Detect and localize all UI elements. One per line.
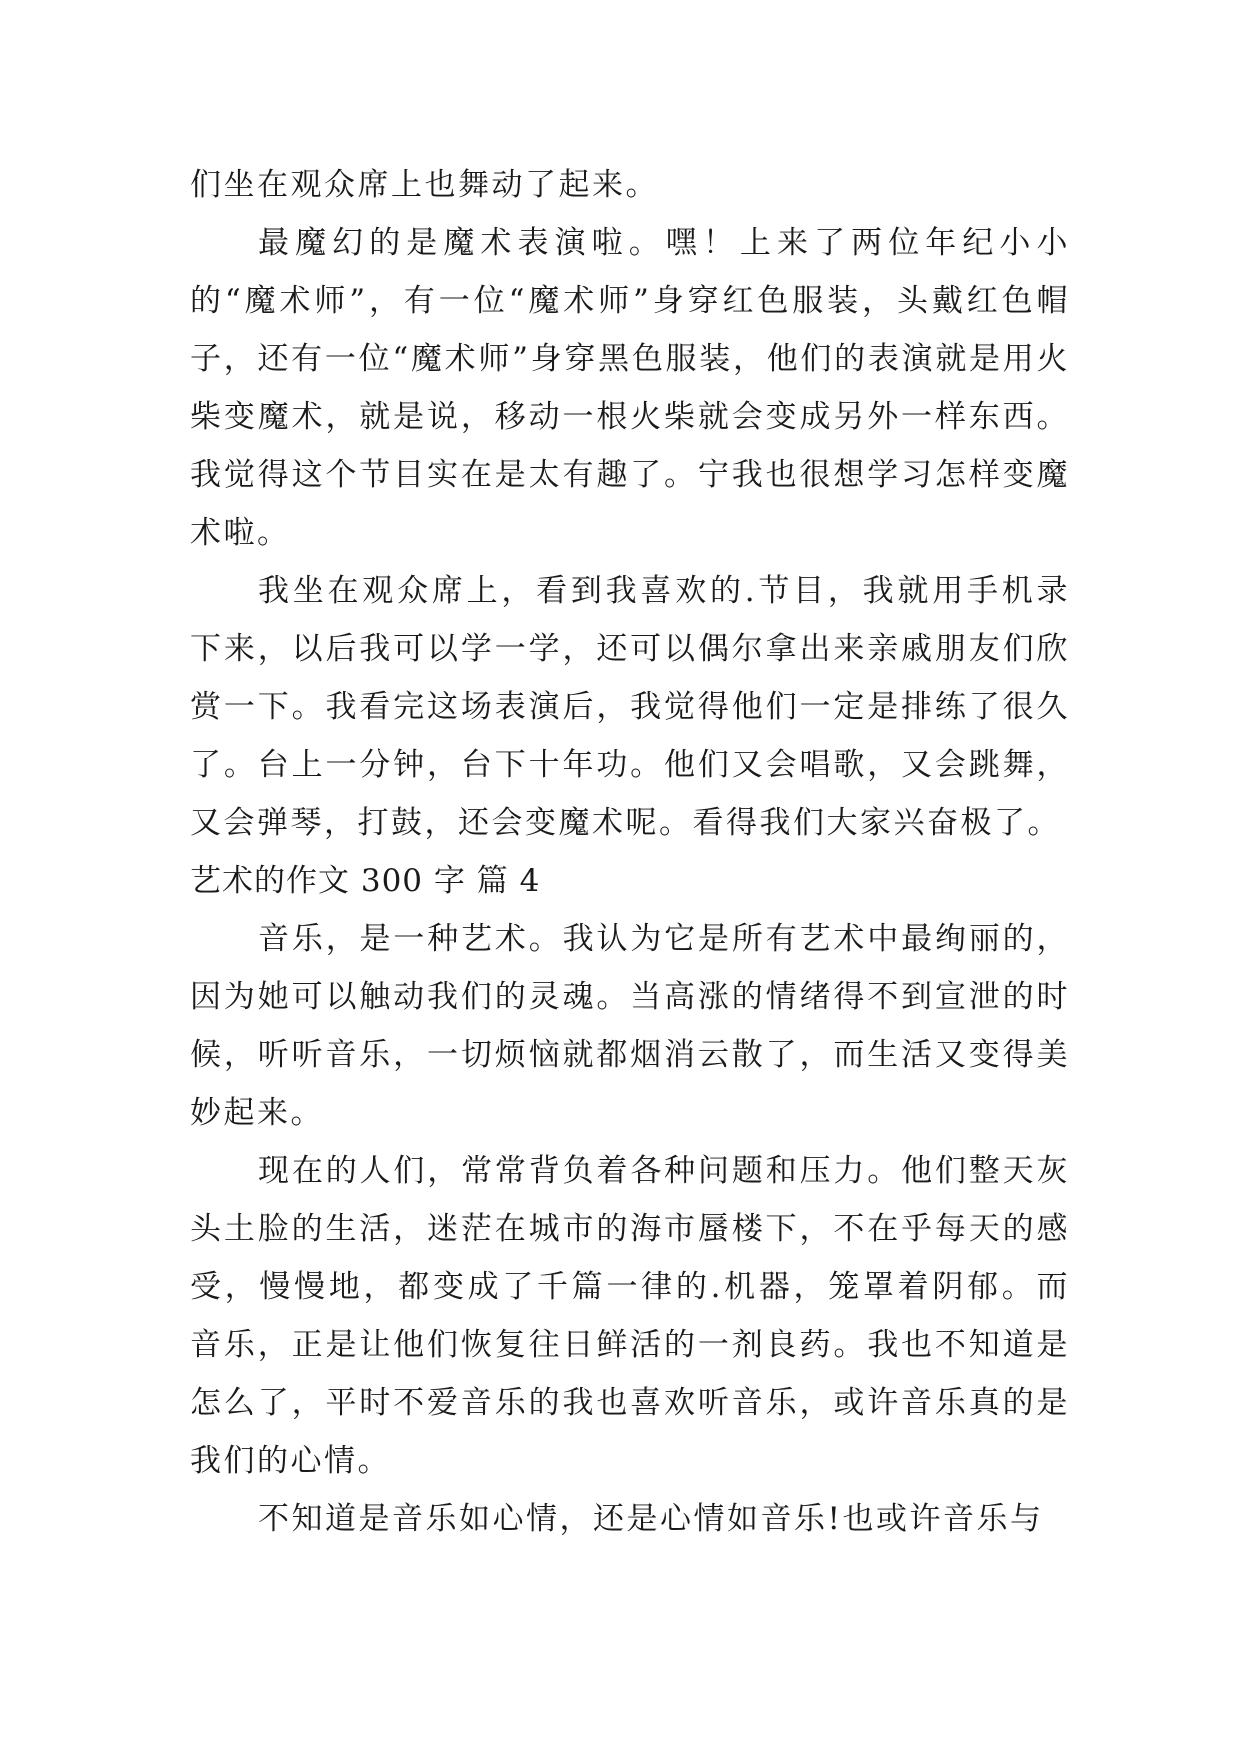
- paragraph-magic-show: 最魔幻的是魔术表演啦。嘿！上来了两位年纪小小的“魔术师”，有一位“魔术师”身穿红色服装，头戴红色帽子，还有一位“魔术师”身穿黑色服装，他们的表演就是用火柴变魔术，就是说，移动一根火柴就会变成另外一样东西。我觉得这个节目实在是太有趣了。宁我也很想学习怎样变魔术啦。: [190, 225, 1070, 551]
- paragraph-continued: 们坐在观众席上也舞动了起来。: [190, 167, 659, 203]
- paragraph-music-art: 音乐，是一种艺术。我认为它是所有艺术中最绚丽的，因为她可以触动我们的灵魂。当高涨的情绪得不到宣泄的时候，听听音乐，一切烦恼就都烟消云散了，而生活又变得美妙起来。: [190, 921, 1070, 1131]
- document-body: [190, 156, 1070, 1548]
- paragraph-music-mood: 不知道是音乐如心情，还是心情如音乐!也或许音乐与: [258, 1501, 1044, 1537]
- paragraph-recording: 我坐在观众席上，看到我喜欢的.节目，我就用手机录下来，以后我可以学一学，还可以偶尔拿出来亲戚朋友们欣赏一下。我看完这场表演后，我觉得他们一定是排练了很久了。台上一分钟，台下十年功。他们又会唱歌，又会跳舞，又会弹琴，打鼓，还会变魔术呢。看得我们大家兴奋极了。: [190, 573, 1070, 841]
- paragraph-modern-people: 现在的人们，常常背负着各种问题和压力。他们整天灰头土脸的生活，迷茫在城市的海市蜃楼下，不在乎每天的感受，慢慢地，都变成了千篇一律的.机器，笼罩着阴郁。而音乐，正是让他们恢复往日鲜活的一剂良药。我也不知道是怎么了，平时不爱音乐的我也喜欢听音乐，或许音乐真的是我们的心情。: [190, 1153, 1070, 1479]
- section-heading: 艺术的作文 300 字 篇 4: [190, 863, 541, 899]
